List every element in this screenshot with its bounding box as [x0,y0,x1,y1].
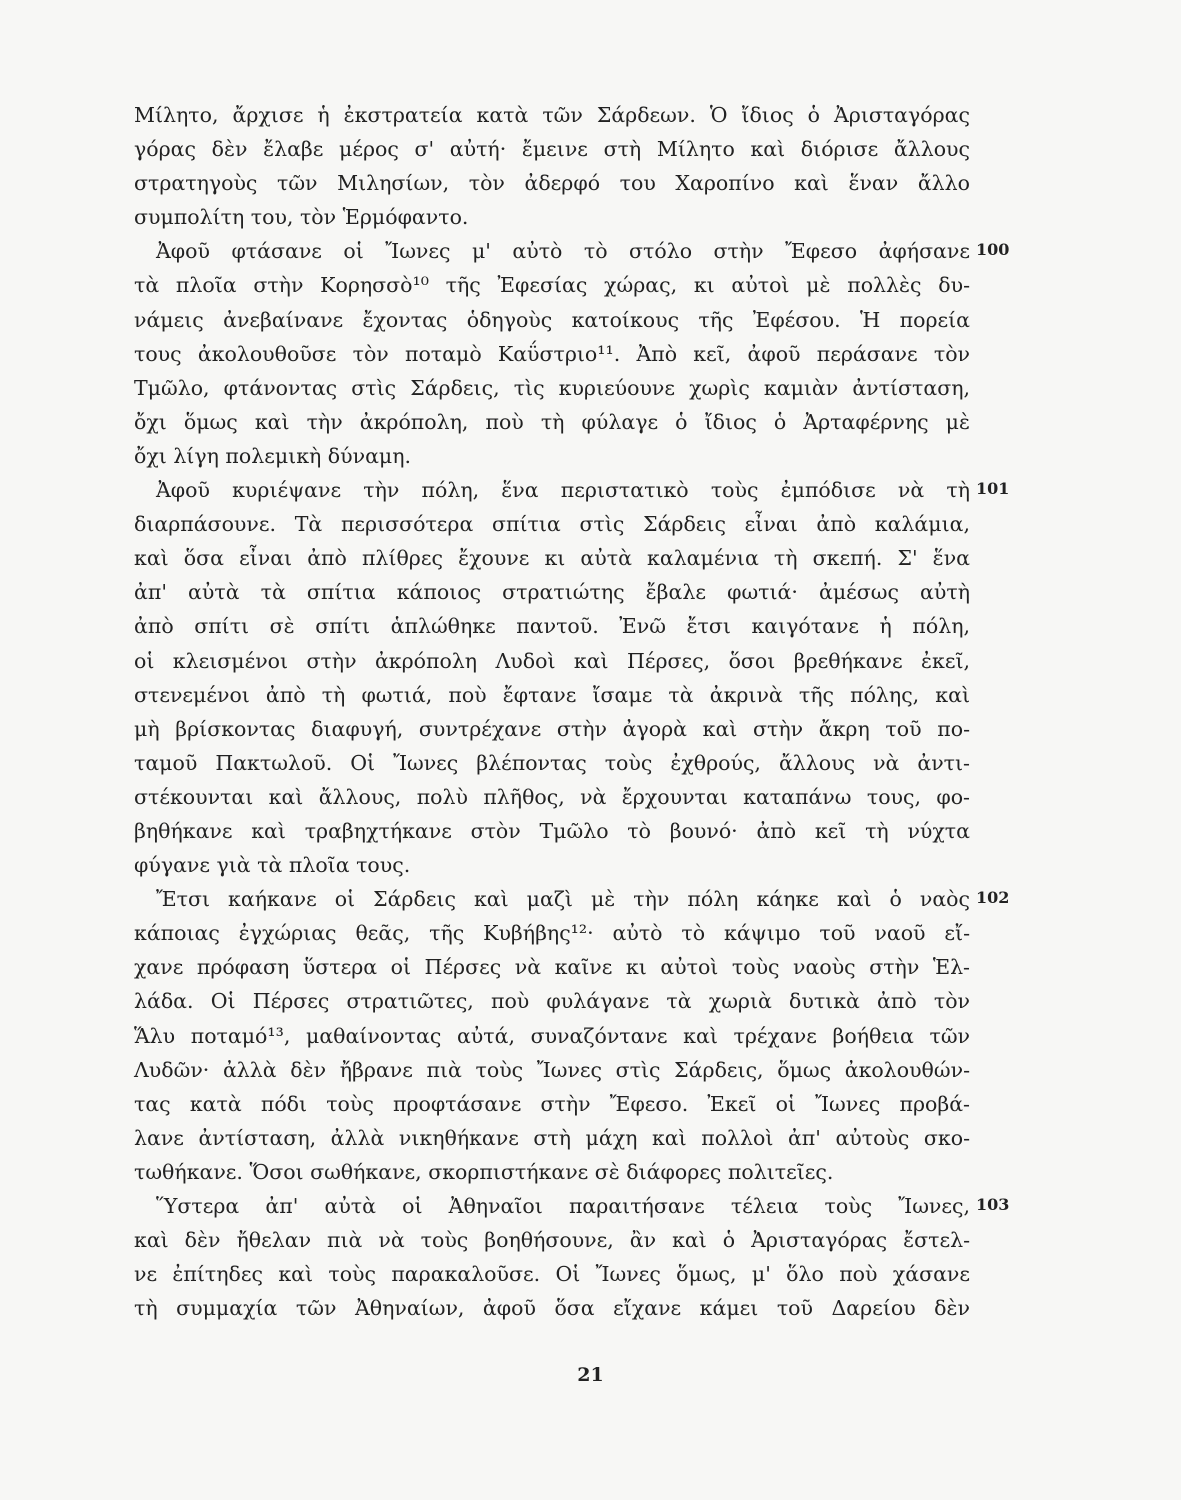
text-line: ἀπ' αὐτὰ τὰ σπίτια κάποιος στρατιώτης ἔβαλε φωτιά· ἀμέσως αὐτὴ [134,580,970,605]
text-line: γόρας δὲν ἔλαβε μέρος σ' αὐτή· ἔμεινε στὴ Μίλητο καὶ διόρισε ἄλλους [134,137,970,162]
text-line: στενεμένοι ἀπὸ τὴ φωτιά, ποὺ ἔφτανε ἴσαμε τὰ ἀκρινὰ τῆς πόλης, καὶ [134,682,970,707]
text-line: ταμοῦ Πακτωλοῦ. Οἱ Ἴωνες βλέποντας τοὺς ἐχθρούς, ἄλλους νὰ ἀντι- [134,750,970,775]
text-line: Ἀφοῦ φτάσανε οἱ Ἴωνες μ' αὐτὸ τὸ στόλο στὴν Ἔφεσο ἀφήσανε [156,239,970,264]
text-line: στέκουνται καὶ ἄλλους, πολὺ πλῆθος, νὰ ἔρχουνται καταπάνω τους, φο- [134,784,970,809]
text-line: Ὕστερα ἀπ' αὐτὰ οἱ Ἀθηναῖοι παραιτήσανε τέλεια τοὺς Ἴωνες, [156,1194,970,1218]
text-line: τὴ συμμαχία τῶν Ἀθηναίων, ἀφοῦ ὅσα εἴχανε κάμει τοῦ Δαρείου δὲν [134,1296,970,1321]
text-line: καὶ δὲν ἤθελαν πιὰ νὰ τοὺς βοηθήσουνε, ἂν καὶ ὁ Ἀρισταγόρας ἔστελ- [134,1228,970,1253]
text-line: Ἔτσι καήκανε οἱ Σάρδεις καὶ μαζὶ μὲ τὴν πόλη κάηκε καὶ ὁ ναὸς [156,887,970,912]
text-line: ὄχι λίγη πολεμικὴ δύναμη. [134,443,412,468]
text-line: τωθήκανε. Ὅσοι σωθήκανε, σκορπιστήκανε σὲ διάφορες πολιτεῖες. [134,1159,834,1184]
text-line: τας κατὰ πόδι τοὺς προφτάσανε στὴν Ἔφεσο. Ἐκεῖ οἱ Ἴωνες προβά- [134,1091,970,1116]
text-line: ἀπὸ σπίτι σὲ σπίτι ἁπλώθηκε παντοῦ. Ἐνῶ ἔτσι καιγότανε ἡ πόλη, [134,614,970,639]
text-line: χανε πρόφαση ὕστερα οἱ Πέρσες νὰ καῖνε κι αὐτοὶ τοὺς ναοὺς στὴν Ἑλ- [134,955,970,980]
section-number: 103 [976,1195,1010,1215]
text-line: ὄχι ὅμως καὶ τὴν ἀκρόπολη, ποὺ τὴ φύλαγε ὁ ἴδιος ὁ Ἀρταφέρνης μὲ [134,409,970,434]
text-line: συμπολίτη του, τὸν Ἑρμόφαντο. [134,205,469,230]
text-line: νε ἐπίτηδες καὶ τοὺς παρακαλοῦσε. Οἱ Ἴωνες ὅμως, μ' ὅλο ποὺ χάσανε [134,1262,970,1287]
section-number: 100 [976,240,1010,260]
page-number: 21 [577,1364,604,1386]
text-line: λανε ἀντίσταση, ἀλλὰ νικηθήκανε στὴ μάχη καὶ πολλοὶ ἀπ' αὐτοὺς σκο- [134,1125,970,1150]
text-line: Ἅλυ ποταμό¹³, μαθαίνοντας αὐτά, συναζόντανε καὶ τρέχανε βοήθεια τῶν [134,1023,970,1048]
text-line: φύγανε γιὰ τὰ πλοῖα τους. [134,853,411,878]
text-line: Τμῶλο, φτάνοντας στὶς Σάρδεις, τὶς κυριεύουνε χωρὶς καμιὰν ἀντίσταση, [134,375,970,400]
text-line: καὶ ὅσα εἶναι ἀπὸ πλίθρες ἔχουνε κι αὐτὰ καλαμένια τὴ σκεπή. Σ' ἕνα [134,546,970,571]
section-number: 101 [976,479,1010,499]
text-line: Ἀφοῦ κυριέψανε τὴν πόλη, ἕνα περιστατικὸ τοὺς ἐμπόδισε νὰ τὴ [156,478,970,503]
text-line: διαρπάσουνε. Τὰ περισσότερα σπίτια στὶς Σάρδεις εἶναι ἀπὸ καλάμια, [134,512,970,537]
text-line: βηθήκανε καὶ τραβηχτήκανε στὸν Τμῶλο τὸ βουνό· ἀπὸ κεῖ τὴ νύχτα [134,818,970,843]
text-line: κάποιας ἐγχώριας θεᾶς, τῆς Κυβήβης¹²· αὐτὸ τὸ κάψιμο τοῦ ναοῦ εἴ- [134,921,970,946]
body-text [134,98,970,1325]
text-line: τὰ πλοῖα στὴν Κορησσὸ¹⁰ τῆς Ἐφεσίας χώρας, κι αὐτοὶ μὲ πολλὲς δυ- [134,273,970,298]
text-line: Μίλητο, ἄρχισε ἡ ἐκστρατεία κατὰ τῶν Σάρδεων. Ὁ ἴδιος ὁ Ἀρισταγόρας [134,103,970,127]
text-line: οἱ κλεισμένοι στὴν ἀκρόπολη Λυδοὶ καὶ Πέρσες, ὅσοι βρεθήκανε ἐκεῖ, [134,648,970,673]
text-line: στρατηγοὺς τῶν Μιλησίων, τὸν ἀδερφό του Χαροπίνο καὶ ἕναν ἄλλο [134,171,970,196]
text-line: τους ἀκολουθοῦσε τὸν ποταμὸ Καΰστριο¹¹. Ἀπὸ κεῖ, ἀφοῦ περάσανε τὸν [134,341,970,366]
text-line: λάδα. Οἱ Πέρσες στρατιῶτες, ποὺ φυλάγανε τὰ χωριὰ δυτικὰ ἀπὸ τὸν [134,989,970,1014]
section-number: 102 [976,888,1010,908]
text-line: μὴ βρίσκοντας διαφυγή, συντρέχανε στὴν ἀγορὰ καὶ στὴν ἄκρη τοῦ πο- [134,716,970,741]
text-line: νάμεις ἀνεβαίνανε ἔχοντας ὁδηγοὺς κατοίκους τῆς Ἐφέσου. Ἡ πορεία [134,307,970,332]
text-line: Λυδῶν· ἀλλὰ δὲν ἤβρανε πιὰ τοὺς Ἴωνες στὶς Σάρδεις, ὅμως ἀκολουθών- [134,1057,970,1082]
